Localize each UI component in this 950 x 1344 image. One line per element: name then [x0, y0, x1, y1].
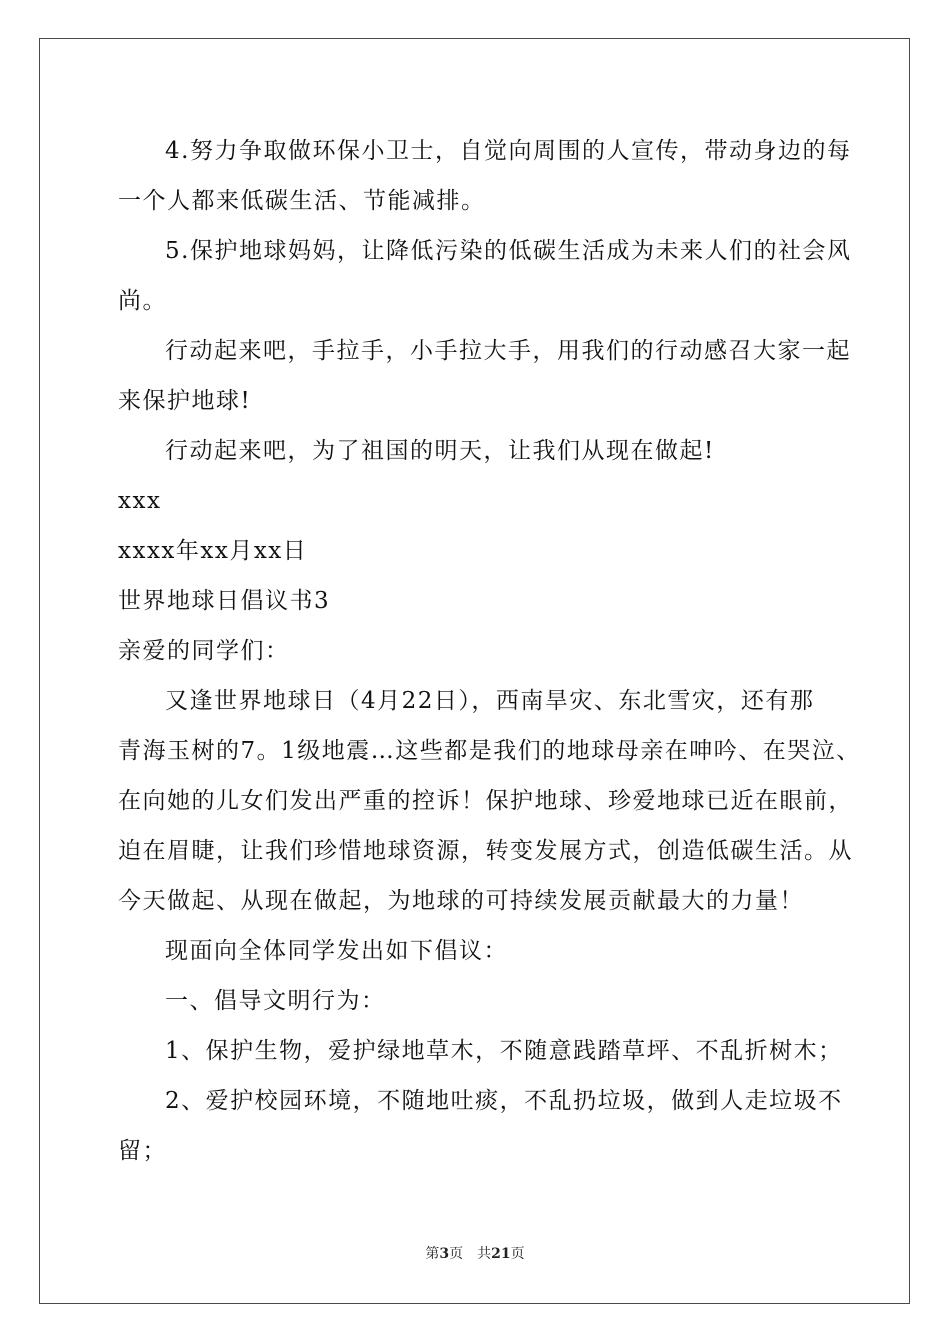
page-footer: [0, 1244, 950, 1264]
page-suffix: 页: [449, 1246, 464, 1262]
total-pages: 21: [491, 1246, 511, 1262]
salutation: 亲爱的同学们：: [118, 638, 290, 664]
list-heading: 一、倡导文明行为：: [165, 988, 386, 1014]
paragraph-line: 尚。: [118, 288, 167, 314]
page-number: 3: [439, 1246, 450, 1262]
paragraph-line: 来保护地球!: [118, 388, 252, 414]
list-item: 2、爱护校园环境，不随地吐痰，不乱扔垃圾，做到人走垃圾不: [165, 1088, 843, 1114]
paragraph-line: 行动起来吧，为了祖国的明天，让我们从现在做起!: [165, 438, 715, 464]
signature-name: xxx: [118, 488, 162, 514]
document-body: [118, 126, 861, 1176]
page-prefix: 第: [425, 1246, 440, 1262]
paragraph-line: 5.保护地球妈妈，让降低污染的低碳生活成为未来人们的社会风: [165, 238, 852, 264]
paragraph-line: 一个人都来低碳生活、节能减排。: [118, 188, 486, 214]
paragraph-line: 青海玉树的7。1级地震…这些都是我们的地球母亲在呻吟、在哭泣、: [118, 738, 861, 764]
paragraph-line: 今天做起、从现在做起，为地球的可持续发展贡献最大的力量！: [118, 888, 804, 914]
total-prefix: 共: [477, 1246, 492, 1262]
paragraph-line: 迫在眉睫，让我们珍惜地球资源，转变发展方式，创造低碳生活。从: [118, 838, 853, 864]
paragraph-line: 4.努力争取做环保小卫士，自觉向周围的人宣传，带动身边的每: [165, 138, 852, 164]
total-suffix: 页: [510, 1246, 525, 1262]
paragraph-line: 在向她的儿女们发出严重的控诉！保护地球、珍爱地球已近在眼前，: [118, 788, 853, 814]
paragraph-line: 现面向全体同学发出如下倡议：: [165, 938, 508, 964]
paragraph-line: 行动起来吧，手拉手，小手拉大手，用我们的行动感召大家一起: [165, 338, 851, 364]
list-item: 留；: [118, 1138, 167, 1164]
list-item: 1、保护生物，爱护绿地草木，不随意践踏草坪、不乱折树木；: [165, 1038, 843, 1064]
signature-date: xxxx年xx月xx日: [118, 538, 308, 564]
section-title: 世界地球日倡议书3: [118, 588, 331, 614]
paragraph-line: 又逢世界地球日（4月22日），西南旱灾、东北雪灾，还有那: [165, 688, 815, 714]
